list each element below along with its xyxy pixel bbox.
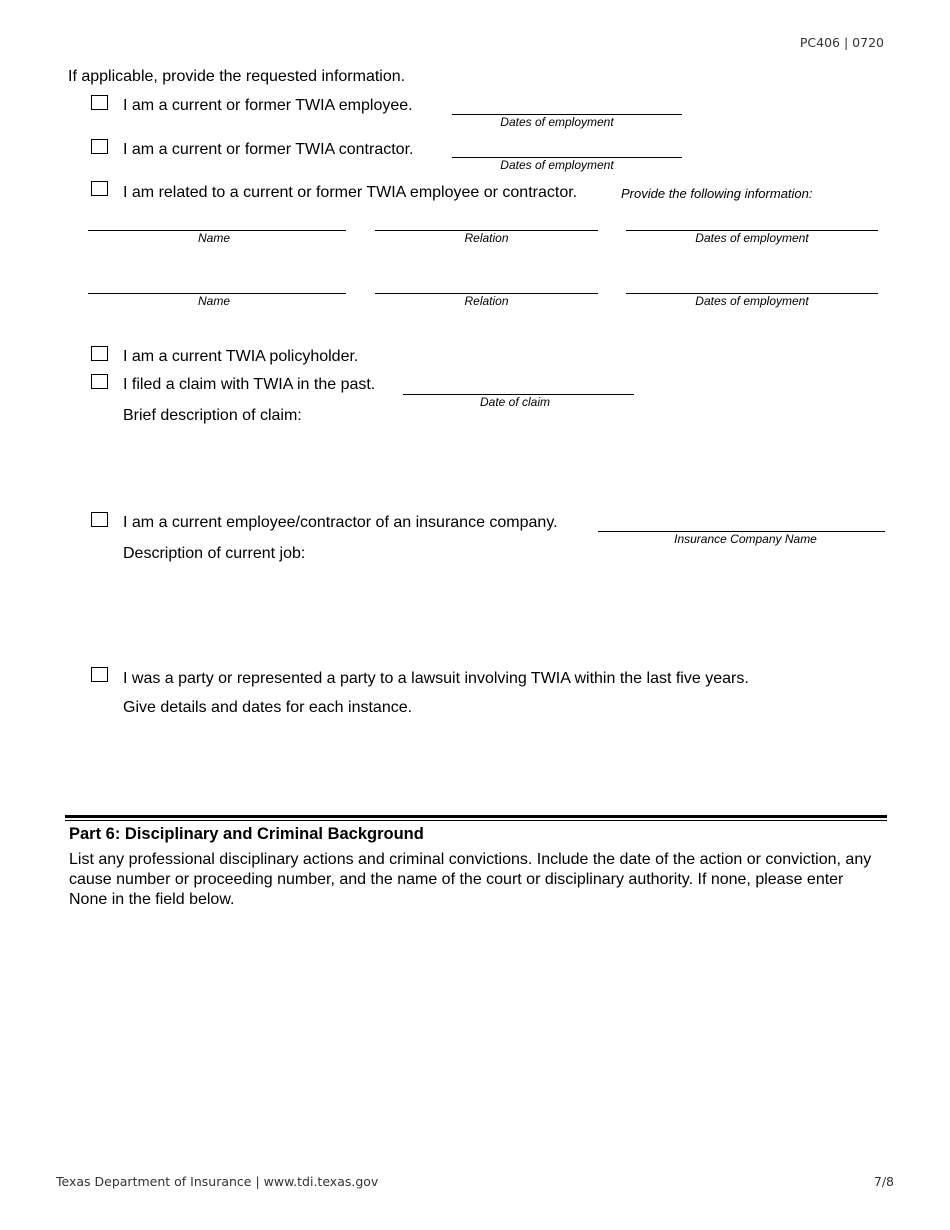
lawsuit-checkbox[interactable] — [91, 667, 108, 682]
related-relation-caption-1: Relation — [464, 231, 509, 245]
contractor-dates-field[interactable] — [452, 140, 682, 157]
footer-page-number: 7/8 — [873, 1174, 894, 1189]
related-name-field-2[interactable] — [88, 275, 346, 293]
part6-response-field[interactable] — [69, 915, 884, 1145]
part6-heading: Part 6: Disciplinary and Criminal Background — [69, 825, 424, 843]
related-name-caption-2: Name — [197, 294, 230, 308]
insurance-company-field[interactable] — [598, 513, 885, 531]
claim-checkbox[interactable] — [91, 374, 108, 389]
related-label: I am related to a current or former TWIA employee or contractor. — [123, 184, 578, 201]
related-instruction: Provide the following information: — [621, 186, 813, 201]
related-name-field-1[interactable] — [88, 212, 346, 230]
section-divider-thin — [65, 820, 887, 821]
related-relation-field-1[interactable] — [375, 212, 598, 230]
insurance-checkbox[interactable] — [91, 512, 108, 527]
claim-date-caption: Date of claim — [479, 395, 551, 409]
form-code: PC406 | 0720 — [799, 35, 884, 50]
contractor-checkbox[interactable] — [91, 139, 108, 154]
insurance-label: I am a current employee/contractor of an insurance company. — [123, 514, 558, 531]
related-dates-field-2[interactable] — [626, 275, 878, 293]
claim-description-label: Brief description of claim: — [123, 407, 302, 424]
claim-description-field[interactable] — [123, 428, 883, 498]
claim-label: I filed a claim with TWIA in the past. — [123, 376, 376, 393]
related-dates-caption-2: Dates of employment — [695, 294, 809, 308]
footer-agency: Texas Department of Insurance | www.tdi.texas.gov — [56, 1174, 379, 1189]
related-dates-caption-1: Dates of employment — [695, 231, 809, 245]
section-divider-thick — [65, 815, 887, 818]
related-checkbox[interactable] — [91, 181, 108, 196]
employee-dates-field[interactable] — [452, 96, 682, 114]
related-relation-field-2[interactable] — [375, 275, 598, 293]
part6-body: List any professional disciplinary actions and criminal convictions. Include the date of the action or conviction, any cause number or proceeding number, and the name of the court or disciplinary authority. If none, please enter None in the field below. — [69, 851, 872, 908]
claim-date-field[interactable] — [403, 376, 634, 394]
related-dates-field-1[interactable] — [626, 212, 878, 230]
employee-dates-caption: Dates of employment — [500, 115, 614, 129]
insurance-company-caption: Insurance Company Name — [674, 532, 817, 546]
policyholder-checkbox[interactable] — [91, 346, 108, 361]
intro-text: If applicable, provide the requested information. — [68, 68, 406, 85]
lawsuit-label: I was a party or represented a party to a lawsuit involving TWIA within the last five years. — [123, 670, 749, 687]
lawsuit-details-label: Give details and dates for each instance. — [123, 699, 413, 716]
related-name-caption-1: Name — [197, 231, 230, 245]
employee-checkbox[interactable] — [91, 95, 108, 110]
contractor-dates-caption: Dates of employment — [500, 158, 614, 172]
contractor-label: I am a current or former TWIA contractor. — [123, 141, 414, 158]
policyholder-label: I am a current TWIA policyholder. — [123, 348, 359, 365]
related-relation-caption-2: Relation — [464, 294, 509, 308]
employee-label: I am a current or former TWIA employee. — [123, 97, 413, 114]
lawsuit-details-field[interactable] — [123, 720, 883, 805]
insurance-job-field[interactable] — [123, 566, 883, 651]
insurance-job-label: Description of current job: — [123, 545, 306, 562]
